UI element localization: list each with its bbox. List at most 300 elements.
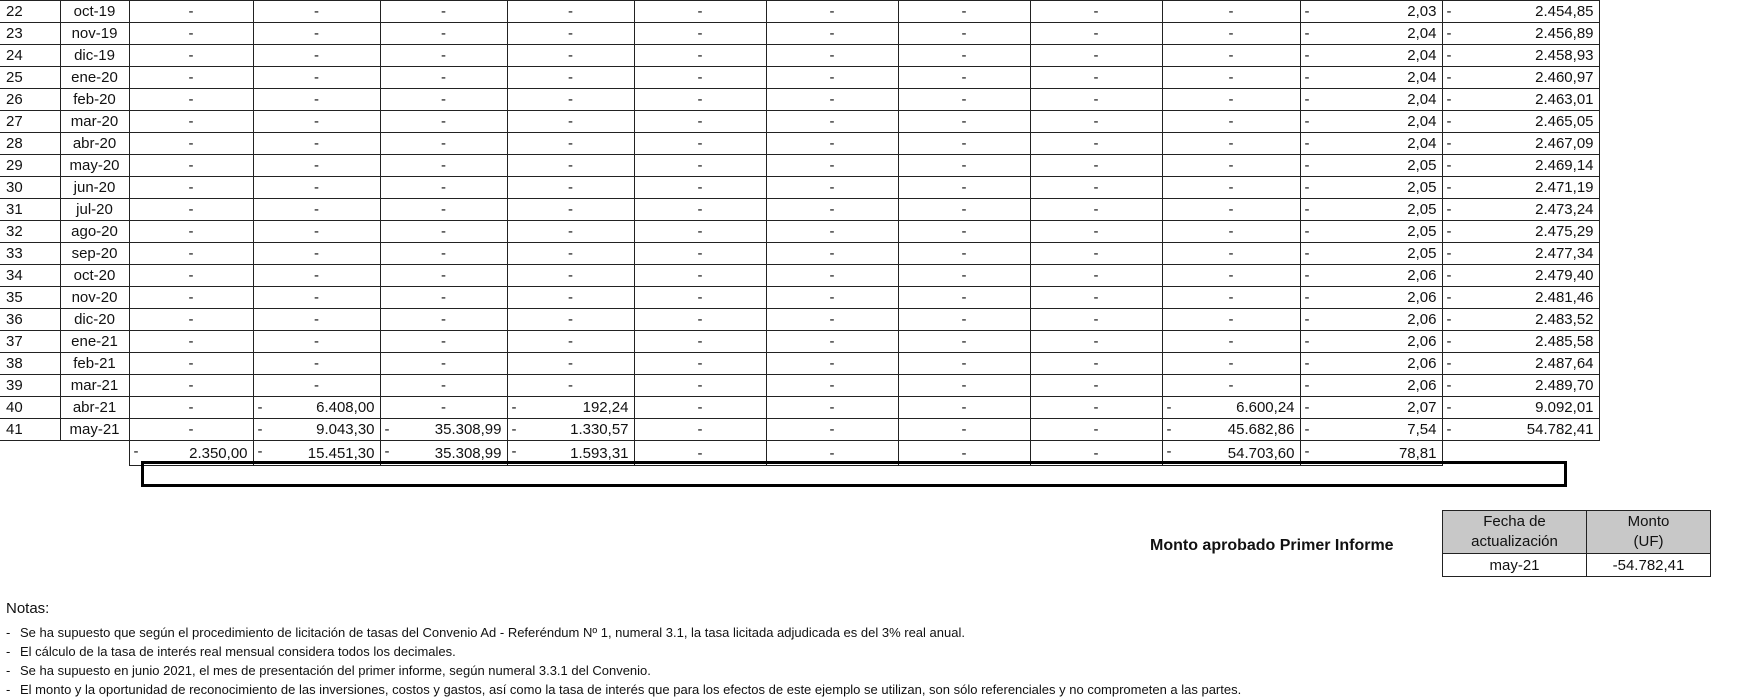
row-number-cell[interactable]: 32	[0, 221, 60, 243]
value-cell[interactable]	[129, 309, 253, 331]
value-cell[interactable]	[898, 375, 1030, 397]
total-cell[interactable]	[507, 441, 634, 466]
value-cell[interactable]	[766, 1, 898, 23]
value-cell[interactable]	[898, 265, 1030, 287]
value-cell[interactable]	[898, 111, 1030, 133]
value-cell[interactable]	[1442, 177, 1599, 199]
value-cell[interactable]	[898, 397, 1030, 419]
value-cell[interactable]	[1442, 111, 1599, 133]
cell-prefix-dash: -	[1304, 3, 1310, 20]
value-cell[interactable]	[766, 375, 898, 397]
value-cell[interactable]	[766, 45, 898, 67]
value-cell[interactable]	[766, 89, 898, 111]
value-cell[interactable]	[129, 221, 253, 243]
value-cell[interactable]	[634, 375, 766, 397]
value-cell[interactable]	[1162, 397, 1300, 419]
period-cell[interactable]: may-20	[60, 155, 129, 177]
value-cell[interactable]	[380, 23, 507, 45]
value-cell[interactable]	[898, 1, 1030, 23]
value-cell[interactable]	[380, 375, 507, 397]
value-cell[interactable]	[380, 353, 507, 375]
value-cell[interactable]	[1030, 331, 1162, 353]
row-number-cell[interactable]: 35	[0, 287, 60, 309]
value-cell[interactable]	[1300, 1, 1442, 23]
value-cell[interactable]	[1442, 353, 1599, 375]
value-cell[interactable]	[129, 243, 253, 265]
value-cell[interactable]	[1030, 23, 1162, 45]
value-cell[interactable]	[1162, 133, 1300, 155]
value-cell[interactable]	[1162, 353, 1300, 375]
value-cell[interactable]	[253, 287, 380, 309]
value-cell[interactable]	[766, 309, 898, 331]
value-cell[interactable]	[507, 221, 634, 243]
value-cell[interactable]	[766, 419, 898, 441]
row-number-cell[interactable]: 25	[0, 67, 60, 89]
value-cell[interactable]	[129, 133, 253, 155]
value-cell[interactable]	[253, 397, 380, 419]
value-cell[interactable]	[129, 23, 253, 45]
value-cell[interactable]	[766, 353, 898, 375]
value-cell[interactable]	[1442, 199, 1599, 221]
value-cell[interactable]	[766, 199, 898, 221]
value-cell[interactable]	[1300, 199, 1442, 221]
value-cell[interactable]	[507, 265, 634, 287]
value-cell[interactable]	[1300, 177, 1442, 199]
value-cell[interactable]	[1442, 67, 1599, 89]
value-cell[interactable]	[898, 353, 1030, 375]
total-cell[interactable]	[766, 441, 898, 466]
row-number-cell[interactable]: 34	[0, 265, 60, 287]
value-cell[interactable]	[129, 287, 253, 309]
cell-prefix-dash: -	[1446, 289, 1452, 306]
value-cell[interactable]	[766, 265, 898, 287]
value-cell[interactable]	[507, 23, 634, 45]
value-cell[interactable]	[507, 309, 634, 331]
value-cell[interactable]	[1030, 419, 1162, 441]
value-cell[interactable]	[634, 23, 766, 45]
value-cell[interactable]	[507, 353, 634, 375]
value-cell[interactable]	[380, 331, 507, 353]
value-cell[interactable]	[1030, 287, 1162, 309]
value-cell[interactable]	[898, 155, 1030, 177]
period-cell[interactable]: abr-21	[60, 397, 129, 419]
period-cell[interactable]: mar-21	[60, 375, 129, 397]
value-cell[interactable]	[380, 397, 507, 419]
value-cell[interactable]	[766, 23, 898, 45]
value-cell[interactable]	[766, 287, 898, 309]
value-cell[interactable]	[129, 1, 253, 23]
value-cell[interactable]	[1030, 45, 1162, 67]
value-cell[interactable]	[766, 331, 898, 353]
value-cell[interactable]	[898, 331, 1030, 353]
value-cell[interactable]	[380, 221, 507, 243]
value-cell[interactable]	[898, 177, 1030, 199]
value-cell[interactable]	[634, 45, 766, 67]
period-cell[interactable]: abr-20	[60, 133, 129, 155]
value-cell[interactable]	[1442, 331, 1599, 353]
value-cell[interactable]	[634, 331, 766, 353]
value-cell[interactable]	[634, 397, 766, 419]
row-number-cell[interactable]: 41	[0, 419, 60, 441]
value-cell[interactable]	[1442, 221, 1599, 243]
value-cell[interactable]	[380, 1, 507, 23]
value-cell[interactable]	[766, 221, 898, 243]
cell-prefix-dash: -	[1446, 223, 1452, 240]
value-cell[interactable]	[634, 419, 766, 441]
total-cell[interactable]	[129, 441, 253, 466]
value-cell[interactable]	[1030, 397, 1162, 419]
value-cell[interactable]	[634, 353, 766, 375]
value-cell[interactable]	[380, 89, 507, 111]
value-cell[interactable]	[1030, 243, 1162, 265]
value-cell[interactable]	[1442, 265, 1599, 287]
value-cell[interactable]	[1162, 199, 1300, 221]
value-cell[interactable]	[1442, 133, 1599, 155]
row-number-cell[interactable]: 37	[0, 331, 60, 353]
table-row	[0, 221, 1599, 243]
row-number-cell[interactable]: 23	[0, 23, 60, 45]
value-cell[interactable]	[634, 1, 766, 23]
cell-value: 2.456,89	[1535, 25, 1594, 42]
value-cell[interactable]	[507, 89, 634, 111]
value-cell[interactable]	[507, 133, 634, 155]
value-cell[interactable]	[634, 287, 766, 309]
table-row	[0, 89, 1599, 111]
value-cell[interactable]	[1162, 419, 1300, 441]
value-cell[interactable]	[507, 331, 634, 353]
value-cell[interactable]	[634, 265, 766, 287]
value-cell[interactable]	[129, 331, 253, 353]
value-cell[interactable]	[507, 45, 634, 67]
value-cell[interactable]	[766, 397, 898, 419]
value-cell[interactable]	[129, 419, 253, 441]
cell-value: -	[1228, 25, 1234, 42]
period-cell[interactable]: ene-21	[60, 331, 129, 353]
value-cell[interactable]	[253, 353, 380, 375]
value-cell[interactable]	[507, 199, 634, 221]
cell-value: -	[188, 179, 194, 196]
total-cell[interactable]	[253, 441, 380, 466]
row-number-cell[interactable]: 22	[0, 1, 60, 23]
row-number-cell[interactable]: 26	[0, 89, 60, 111]
value-cell[interactable]	[380, 309, 507, 331]
value-cell[interactable]	[1442, 397, 1599, 419]
cell-value: 2.460,97	[1535, 69, 1594, 86]
value-cell[interactable]	[507, 419, 634, 441]
value-cell[interactable]	[1030, 265, 1162, 287]
value-cell[interactable]	[1300, 309, 1442, 331]
row-number-cell[interactable]: 29	[0, 155, 60, 177]
value-cell[interactable]	[1030, 375, 1162, 397]
total-cell[interactable]	[380, 441, 507, 466]
cell-value: -	[1093, 157, 1099, 174]
value-cell[interactable]	[1300, 265, 1442, 287]
value-cell[interactable]	[129, 155, 253, 177]
value-cell[interactable]	[507, 111, 634, 133]
cell-value: -	[441, 289, 446, 306]
cell-prefix-dash: -	[133, 443, 139, 460]
value-cell[interactable]	[253, 23, 380, 45]
value-cell[interactable]	[253, 243, 380, 265]
value-cell[interactable]	[253, 375, 380, 397]
period-cell[interactable]: feb-21	[60, 353, 129, 375]
value-cell[interactable]	[380, 243, 507, 265]
empty-cell	[1442, 441, 1599, 466]
value-cell[interactable]	[766, 133, 898, 155]
value-cell[interactable]	[634, 199, 766, 221]
value-cell[interactable]	[898, 309, 1030, 331]
value-cell[interactable]	[253, 133, 380, 155]
period-cell[interactable]: dic-20	[60, 309, 129, 331]
value-cell[interactable]	[634, 221, 766, 243]
value-cell[interactable]	[1162, 111, 1300, 133]
period-cell[interactable]: ene-20	[60, 67, 129, 89]
value-cell[interactable]	[1442, 243, 1599, 265]
period-cell[interactable]: nov-20	[60, 287, 129, 309]
cell-value: -	[568, 179, 573, 196]
value-cell[interactable]	[507, 1, 634, 23]
row-number-cell[interactable]: 39	[0, 375, 60, 397]
value-cell[interactable]	[1030, 111, 1162, 133]
cell-value: 2,04	[1407, 69, 1437, 86]
value-cell[interactable]	[634, 243, 766, 265]
value-cell[interactable]	[1442, 375, 1599, 397]
value-cell[interactable]	[380, 67, 507, 89]
value-cell[interactable]	[1442, 23, 1599, 45]
value-cell[interactable]	[253, 111, 380, 133]
total-cell[interactable]	[898, 441, 1030, 466]
cell-value: 6.408,00	[316, 399, 375, 416]
value-cell[interactable]	[129, 199, 253, 221]
value-cell[interactable]	[1442, 287, 1599, 309]
value-cell[interactable]	[507, 287, 634, 309]
period-cell[interactable]: dic-19	[60, 45, 129, 67]
notes-section	[6, 600, 1241, 699]
value-cell[interactable]	[1442, 45, 1599, 67]
value-cell[interactable]	[1030, 221, 1162, 243]
value-cell[interactable]	[129, 397, 253, 419]
row-number-cell[interactable]: 24	[0, 45, 60, 67]
value-cell[interactable]	[634, 155, 766, 177]
value-cell[interactable]	[253, 1, 380, 23]
value-cell[interactable]	[507, 397, 634, 419]
value-cell[interactable]	[507, 243, 634, 265]
value-cell[interactable]	[380, 177, 507, 199]
value-cell[interactable]	[1442, 89, 1599, 111]
value-cell[interactable]	[1162, 287, 1300, 309]
value-cell[interactable]	[1442, 155, 1599, 177]
value-cell[interactable]	[380, 419, 507, 441]
value-cell[interactable]	[1162, 331, 1300, 353]
value-cell[interactable]	[380, 199, 507, 221]
value-cell[interactable]	[380, 155, 507, 177]
value-cell[interactable]	[1300, 89, 1442, 111]
value-cell[interactable]	[129, 67, 253, 89]
value-cell[interactable]	[634, 309, 766, 331]
value-cell[interactable]	[253, 419, 380, 441]
value-cell[interactable]	[766, 67, 898, 89]
fecha-header-line1: Fecha de	[1483, 513, 1546, 530]
value-cell[interactable]	[898, 419, 1030, 441]
row-number-cell[interactable]: 31	[0, 199, 60, 221]
value-cell[interactable]	[253, 67, 380, 89]
monto-uf-value[interactable]: -54.782,41	[1587, 554, 1711, 577]
value-cell[interactable]	[1162, 23, 1300, 45]
row-number-cell[interactable]: 38	[0, 353, 60, 375]
value-cell[interactable]	[253, 89, 380, 111]
value-cell[interactable]	[253, 265, 380, 287]
value-cell[interactable]	[1030, 89, 1162, 111]
value-cell[interactable]	[766, 111, 898, 133]
value-cell[interactable]	[766, 177, 898, 199]
value-cell[interactable]	[507, 375, 634, 397]
value-cell[interactable]	[1300, 45, 1442, 67]
cell-value: 2.465,05	[1535, 113, 1594, 130]
row-number-cell[interactable]: 33	[0, 243, 60, 265]
value-cell[interactable]	[1162, 67, 1300, 89]
total-cell[interactable]	[1030, 441, 1162, 466]
value-cell[interactable]	[380, 111, 507, 133]
cell-value: 2,04	[1407, 91, 1437, 108]
period-cell[interactable]: oct-19	[60, 1, 129, 23]
value-cell[interactable]	[1030, 1, 1162, 23]
value-cell[interactable]	[898, 23, 1030, 45]
value-cell[interactable]	[1300, 375, 1442, 397]
period-cell[interactable]: mar-20	[60, 111, 129, 133]
value-cell[interactable]	[1162, 309, 1300, 331]
value-cell[interactable]	[380, 265, 507, 287]
value-cell[interactable]	[766, 155, 898, 177]
value-cell[interactable]	[380, 287, 507, 309]
value-cell[interactable]	[898, 199, 1030, 221]
value-cell[interactable]	[1030, 199, 1162, 221]
value-cell[interactable]	[634, 133, 766, 155]
fecha-actualizacion-value[interactable]: may-21	[1443, 554, 1587, 577]
row-number-cell[interactable]: 28	[0, 133, 60, 155]
value-cell[interactable]	[129, 177, 253, 199]
value-cell[interactable]	[634, 177, 766, 199]
value-cell[interactable]	[1162, 221, 1300, 243]
cell-value: -	[697, 245, 703, 262]
value-cell[interactable]	[1300, 67, 1442, 89]
total-cell[interactable]	[634, 441, 766, 466]
value-cell[interactable]	[253, 309, 380, 331]
period-cell[interactable]: ago-20	[60, 221, 129, 243]
row-number-cell[interactable]: 27	[0, 111, 60, 133]
period-cell[interactable]: may-21	[60, 419, 129, 441]
value-cell[interactable]	[129, 45, 253, 67]
value-cell[interactable]	[1162, 375, 1300, 397]
value-cell[interactable]	[898, 133, 1030, 155]
value-cell[interactable]	[898, 67, 1030, 89]
value-cell[interactable]	[1300, 397, 1442, 419]
value-cell[interactable]	[1162, 265, 1300, 287]
value-cell[interactable]	[1030, 67, 1162, 89]
period-cell[interactable]: jun-20	[60, 177, 129, 199]
value-cell[interactable]	[1300, 221, 1442, 243]
value-cell[interactable]	[253, 199, 380, 221]
value-cell[interactable]	[898, 45, 1030, 67]
period-cell[interactable]: jul-20	[60, 199, 129, 221]
value-cell[interactable]	[1162, 45, 1300, 67]
cell-prefix-dash: -	[511, 399, 517, 416]
value-cell[interactable]	[253, 221, 380, 243]
value-cell[interactable]	[253, 155, 380, 177]
value-cell[interactable]	[1030, 133, 1162, 155]
value-cell[interactable]	[766, 243, 898, 265]
value-cell[interactable]	[129, 375, 253, 397]
value-cell[interactable]	[1442, 1, 1599, 23]
period-cell[interactable]: nov-19	[60, 23, 129, 45]
table-row	[0, 67, 1599, 89]
value-cell[interactable]	[1300, 111, 1442, 133]
row-number-cell[interactable]: 36	[0, 309, 60, 331]
value-cell[interactable]	[380, 45, 507, 67]
value-cell[interactable]	[129, 265, 253, 287]
row-number-cell[interactable]: 40	[0, 397, 60, 419]
value-cell[interactable]	[253, 177, 380, 199]
value-cell[interactable]	[1162, 89, 1300, 111]
total-cell[interactable]	[1300, 441, 1442, 466]
value-cell[interactable]	[898, 89, 1030, 111]
value-cell[interactable]	[1300, 331, 1442, 353]
value-cell[interactable]	[1300, 23, 1442, 45]
period-cell[interactable]: sep-20	[60, 243, 129, 265]
cell-value: -	[829, 3, 835, 20]
value-cell[interactable]	[898, 221, 1030, 243]
value-cell[interactable]	[898, 287, 1030, 309]
value-cell[interactable]	[129, 111, 253, 133]
value-cell[interactable]	[1030, 309, 1162, 331]
row-number-cell[interactable]: 30	[0, 177, 60, 199]
cell-prefix-dash: -	[1446, 113, 1452, 130]
value-cell[interactable]	[507, 177, 634, 199]
value-cell[interactable]	[507, 67, 634, 89]
value-cell[interactable]	[129, 89, 253, 111]
value-cell[interactable]	[634, 89, 766, 111]
value-cell[interactable]	[129, 353, 253, 375]
value-cell[interactable]	[634, 67, 766, 89]
value-cell[interactable]	[1300, 155, 1442, 177]
value-cell[interactable]	[1030, 155, 1162, 177]
cell-value: -	[1228, 113, 1234, 130]
value-cell[interactable]	[1300, 287, 1442, 309]
value-cell[interactable]	[1442, 419, 1599, 441]
value-cell[interactable]	[507, 155, 634, 177]
cell-value: -	[1228, 289, 1234, 306]
period-cell[interactable]: oct-20	[60, 265, 129, 287]
value-cell[interactable]	[1030, 177, 1162, 199]
value-cell[interactable]	[380, 133, 507, 155]
value-cell[interactable]	[1162, 1, 1300, 23]
value-cell[interactable]	[898, 243, 1030, 265]
value-cell[interactable]	[1300, 353, 1442, 375]
period-cell[interactable]: feb-20	[60, 89, 129, 111]
value-cell[interactable]	[253, 45, 380, 67]
value-cell[interactable]	[1030, 353, 1162, 375]
value-cell[interactable]	[1162, 177, 1300, 199]
value-cell[interactable]	[1300, 243, 1442, 265]
value-cell[interactable]	[1162, 243, 1300, 265]
value-cell[interactable]	[1162, 155, 1300, 177]
value-cell[interactable]	[1300, 419, 1442, 441]
value-cell[interactable]	[1442, 309, 1599, 331]
value-cell[interactable]	[253, 331, 380, 353]
value-cell[interactable]	[634, 111, 766, 133]
cell-value: -	[1093, 333, 1099, 350]
value-cell[interactable]	[1300, 133, 1442, 155]
total-cell[interactable]	[1162, 441, 1300, 466]
